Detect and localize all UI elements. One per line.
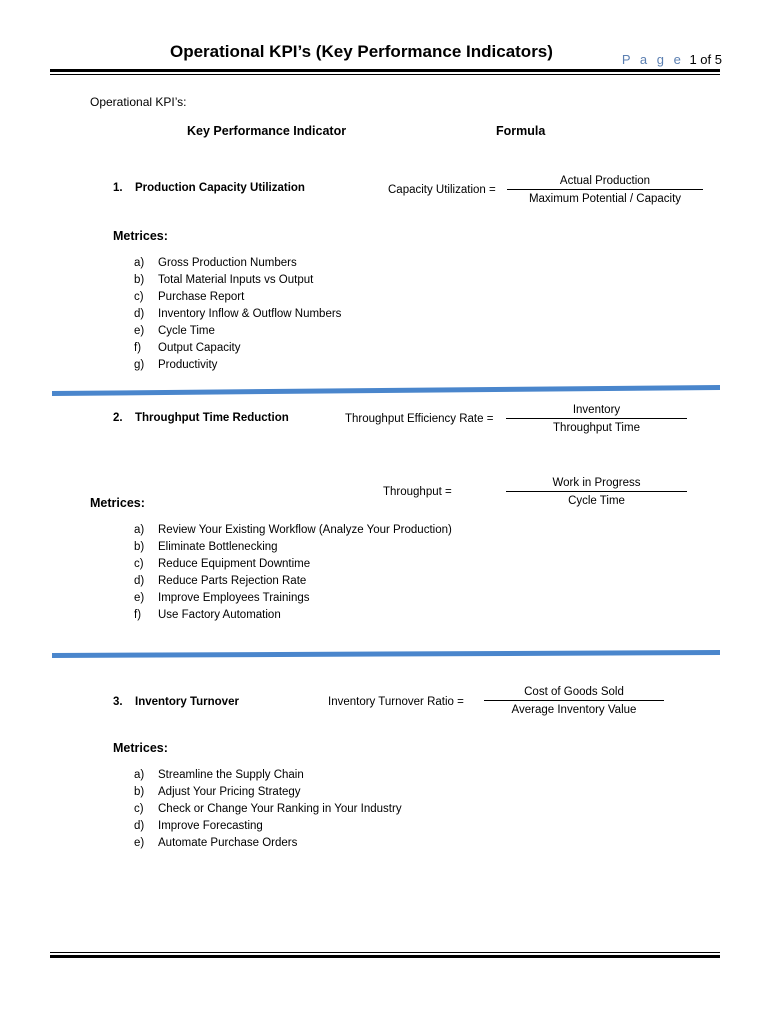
kpi-1-metrics-label: Metrices:	[113, 229, 168, 243]
list-item: d) Improve Forecasting	[134, 820, 263, 832]
kpi-2-denominator-2: Cycle Time	[568, 495, 625, 507]
list-item: a) Gross Production Numbers	[134, 257, 297, 269]
list-item: c) Check or Change Your Ranking in Your Industry	[134, 803, 402, 815]
kpi-1-numerator: Actual Production	[559, 175, 651, 187]
kpi-2-title: Throughput Time Reduction	[135, 412, 289, 424]
section-separator-2	[52, 648, 720, 660]
list-item: e) Improve Employees Trainings	[134, 592, 310, 604]
list-item: a) Review Your Existing Workflow (Analyze Your Production)	[134, 524, 452, 536]
kpi-3-metrics-list	[134, 767, 402, 852]
list-item: c) Purchase Report	[134, 291, 245, 303]
kpi-3-fraction	[484, 686, 664, 716]
kpi-2-metrics-label: Metrices:	[90, 496, 145, 510]
header-rule-thick	[50, 69, 720, 72]
document-title: Operational KPI’s (Key Performance Indicators)	[170, 42, 553, 61]
kpi-1-denominator: Maximum Potential / Capacity	[528, 193, 682, 205]
kpi-1-title: Production Capacity Utilization	[135, 182, 305, 194]
kpi-1-number: 1.	[113, 182, 123, 194]
list-item: e) Cycle Time	[134, 325, 215, 337]
header-rule-thin	[50, 74, 720, 75]
list-item: b) Eliminate Bottlenecking	[134, 541, 278, 553]
list-item: a) Streamline the Supply Chain	[134, 769, 304, 781]
kpi-3-formula-label: Inventory Turnover Ratio =	[328, 696, 464, 708]
list-item: b) Total Material Inputs vs Output	[134, 274, 314, 286]
footer-rule-thick	[50, 955, 720, 958]
intro-label: Operational KPI’s:	[90, 95, 187, 109]
page-number: 1 of 5	[689, 52, 722, 67]
kpi-2-number: 2.	[113, 412, 123, 424]
page-word: P a g e	[621, 52, 684, 67]
list-item: f) Output Capacity	[134, 342, 241, 354]
list-item: d) Inventory Inflow & Outflow Numbers	[134, 308, 342, 320]
list-item: d) Reduce Parts Rejection Rate	[134, 575, 307, 587]
list-item: f) Use Factory Automation	[134, 609, 281, 621]
kpi-3-number: 3.	[113, 696, 123, 708]
column-header-formula: Formula	[496, 124, 546, 138]
kpi-2-fraction-1	[506, 404, 687, 434]
list-item: b) Adjust Your Pricing Strategy	[134, 786, 301, 798]
page-indicator	[622, 52, 722, 67]
kpi-2-fraction-2	[506, 477, 687, 507]
column-header-kpi: Key Performance Indicator	[187, 124, 347, 138]
footer-rule-thin	[50, 952, 720, 953]
kpi-2-denominator-1: Throughput Time	[553, 422, 640, 434]
list-item: c) Reduce Equipment Downtime	[134, 558, 311, 570]
kpi-1-metrics-list	[134, 255, 341, 374]
kpi-2-formula-1-label: Throughput Efficiency Rate =	[345, 413, 494, 425]
kpi-1-fraction	[507, 175, 703, 205]
kpi-3-title: Inventory Turnover	[135, 696, 239, 708]
section-separator-1	[52, 382, 720, 396]
kpi-2-numerator-1: Inventory	[572, 404, 621, 416]
kpi-2-formula-2-label: Throughput =	[383, 486, 452, 498]
list-item: g) Productivity	[134, 359, 218, 371]
list-item: e) Automate Purchase Orders	[134, 837, 298, 849]
kpi-3-denominator: Average Inventory Value	[511, 704, 637, 716]
kpi-2-numerator-2: Work in Progress	[552, 477, 641, 489]
kpi-2-metrics-list	[134, 522, 452, 624]
kpi-3-numerator: Cost of Goods Sold	[524, 686, 624, 698]
kpi-1-formula-label: Capacity Utilization =	[388, 184, 496, 196]
kpi-3-metrics-label: Metrices:	[113, 741, 168, 755]
